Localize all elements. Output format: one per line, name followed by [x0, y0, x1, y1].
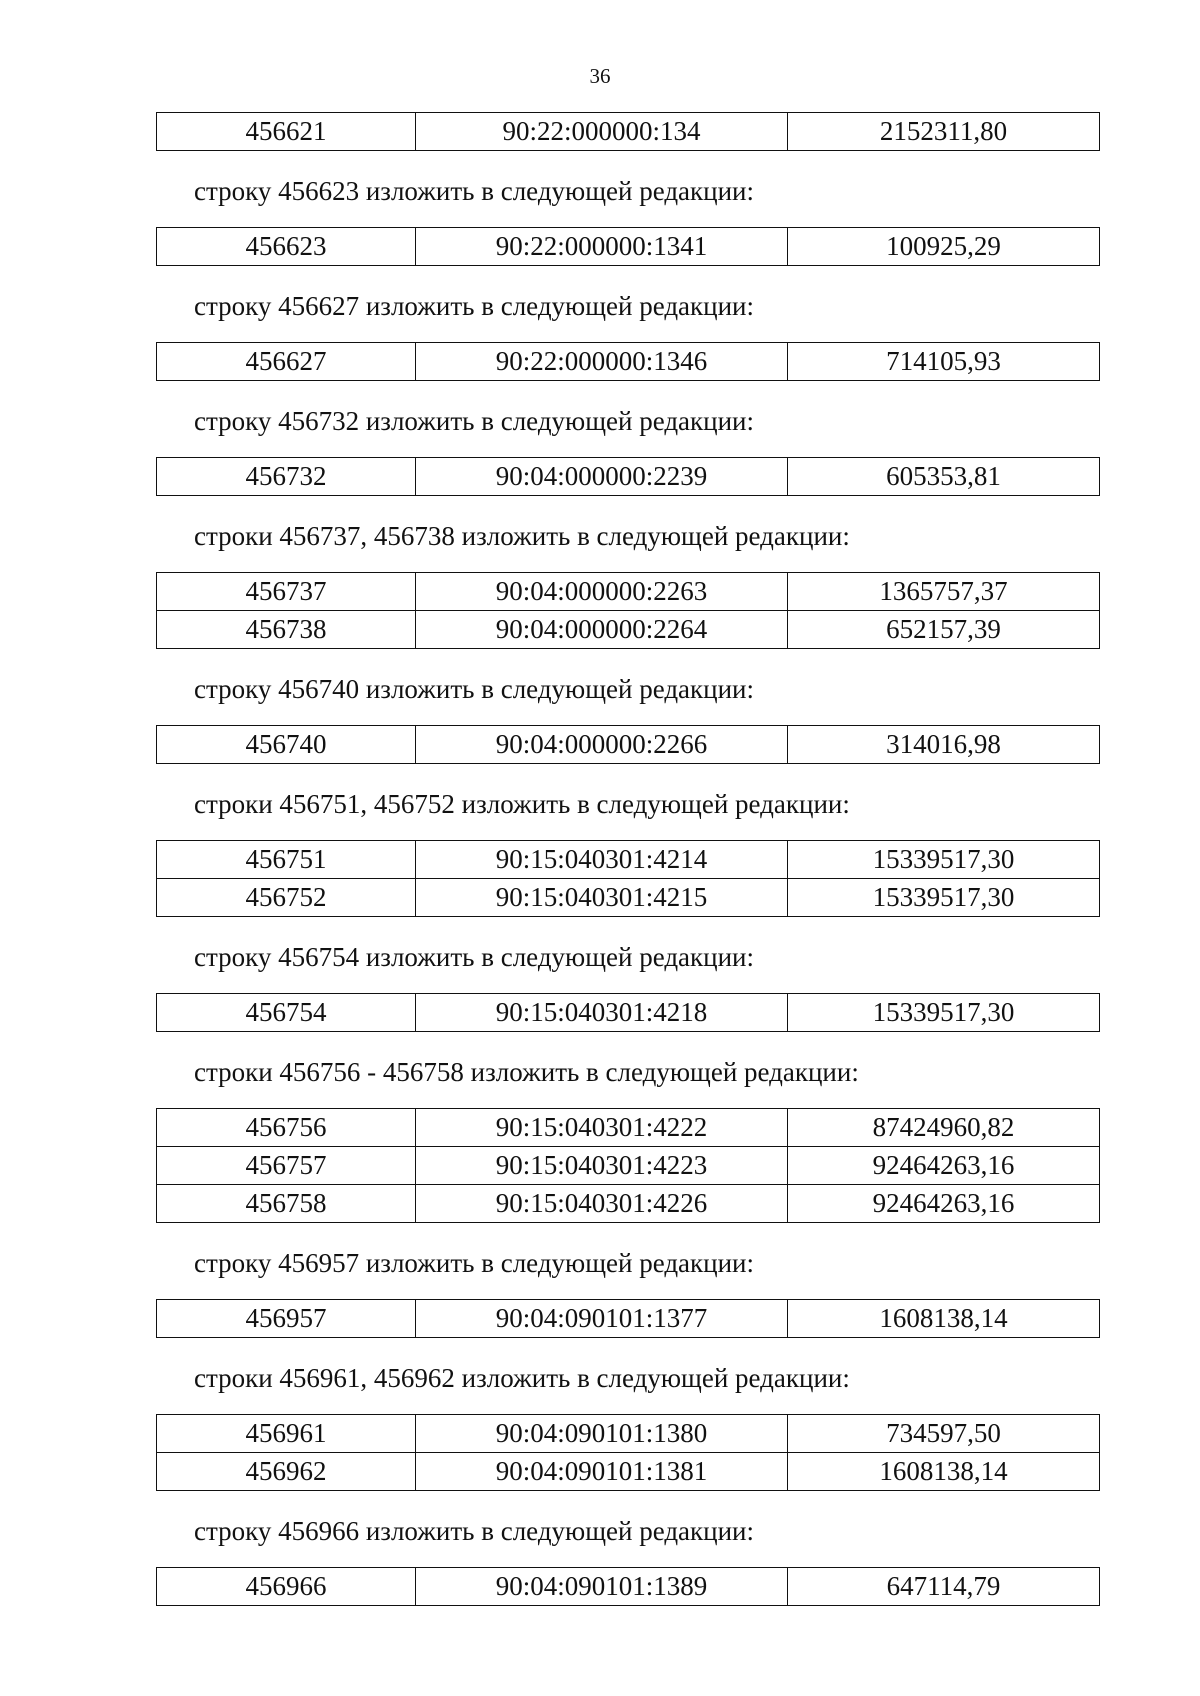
row-number-cell: 456737	[157, 573, 416, 611]
cadastral-number-cell: 90:15:040301:4223	[416, 1147, 788, 1185]
value-cell: 652157,39	[788, 611, 1100, 649]
section	[156, 1054, 1096, 1223]
row-number-cell: 456752	[157, 879, 416, 917]
row-number-cell: 456738	[157, 611, 416, 649]
row-number-cell: 456966	[157, 1568, 416, 1606]
table-row	[157, 994, 1100, 1032]
cadastral-number-cell: 90:15:040301:4215	[416, 879, 788, 917]
table-row	[157, 841, 1100, 879]
row-table	[156, 1108, 1100, 1223]
value-cell: 15339517,30	[788, 994, 1100, 1032]
row-number-cell: 456962	[157, 1453, 416, 1491]
section	[156, 403, 1096, 496]
section-intro: строку 456627 изложить в следующей редакции:	[194, 291, 755, 321]
value-cell: 100925,29	[788, 228, 1100, 266]
cadastral-number-cell: 90:15:040301:4218	[416, 994, 788, 1032]
cadastral-number-cell: 90:22:000000:1341	[416, 228, 788, 266]
cadastral-number-cell: 90:15:040301:4226	[416, 1185, 788, 1223]
table-row	[157, 1568, 1100, 1606]
table-row	[157, 458, 1100, 496]
value-cell: 92464263,16	[788, 1185, 1100, 1223]
cadastral-number-cell: 90:15:040301:4222	[416, 1109, 788, 1147]
row-table	[156, 572, 1100, 649]
value-cell: 92464263,16	[788, 1147, 1100, 1185]
document-body	[156, 112, 1096, 1606]
row-number-cell: 456627	[157, 343, 416, 381]
section-intro: строку 456754 изложить в следующей редакции:	[194, 942, 755, 972]
value-cell: 15339517,30	[788, 841, 1100, 879]
row-number-cell: 456732	[157, 458, 416, 496]
table-row	[157, 1147, 1100, 1185]
value-cell: 605353,81	[788, 458, 1100, 496]
table-row	[157, 1453, 1100, 1491]
row-number-cell: 456621	[157, 113, 416, 151]
cadastral-number-cell: 90:04:000000:2264	[416, 611, 788, 649]
cadastral-number-cell: 90:04:090101:1377	[416, 1300, 788, 1338]
row-table	[156, 1414, 1100, 1491]
row-number-cell: 456751	[157, 841, 416, 879]
table-row	[157, 726, 1100, 764]
value-cell: 1608138,14	[788, 1300, 1100, 1338]
table-row	[157, 343, 1100, 381]
row-number-cell: 456957	[157, 1300, 416, 1338]
value-cell: 1608138,14	[788, 1453, 1100, 1491]
cadastral-number-cell: 90:04:090101:1389	[416, 1568, 788, 1606]
table-row	[157, 228, 1100, 266]
row-table	[156, 227, 1100, 266]
cadastral-number-cell: 90:04:000000:2266	[416, 726, 788, 764]
section-intro: строки 456737, 456738 изложить в следующей редакции:	[194, 521, 850, 551]
row-table	[156, 993, 1100, 1032]
row-table	[156, 725, 1100, 764]
section	[156, 1245, 1096, 1338]
section-intro: строки 456961, 456962 изложить в следующей редакции:	[194, 1363, 850, 1393]
section	[156, 939, 1096, 1032]
row-table	[156, 1299, 1100, 1338]
cadastral-number-cell: 90:22:000000:1346	[416, 343, 788, 381]
row-number-cell: 456758	[157, 1185, 416, 1223]
section-intro: строку 456966 изложить в следующей редакции:	[194, 1516, 755, 1546]
value-cell: 647114,79	[788, 1568, 1100, 1606]
section	[156, 786, 1096, 917]
section	[156, 1360, 1096, 1491]
section-intro: строки 456751, 456752 изложить в следующей редакции:	[194, 789, 850, 819]
section-intro: строку 456957 изложить в следующей редакции:	[194, 1248, 755, 1278]
row-table	[156, 112, 1100, 151]
table-row	[157, 611, 1100, 649]
cadastral-number-cell: 90:04:000000:2239	[416, 458, 788, 496]
table-row	[157, 1415, 1100, 1453]
table-row	[157, 113, 1100, 151]
section	[156, 288, 1096, 381]
value-cell: 2152311,80	[788, 113, 1100, 151]
table-row	[157, 879, 1100, 917]
row-number-cell: 456754	[157, 994, 416, 1032]
row-number-cell: 456756	[157, 1109, 416, 1147]
row-table	[156, 840, 1100, 917]
value-cell: 314016,98	[788, 726, 1100, 764]
cadastral-number-cell: 90:15:040301:4214	[416, 841, 788, 879]
section	[156, 518, 1096, 649]
section	[156, 1513, 1096, 1606]
cadastral-number-cell: 90:04:090101:1381	[416, 1453, 788, 1491]
section-intro: строку 456740 изложить в следующей редакции:	[194, 674, 755, 704]
value-cell: 87424960,82	[788, 1109, 1100, 1147]
cadastral-number-cell: 90:22:000000:134	[416, 113, 788, 151]
row-table	[156, 457, 1100, 496]
page-number: 36	[589, 64, 611, 88]
row-number-cell: 456740	[157, 726, 416, 764]
row-number-cell: 456961	[157, 1415, 416, 1453]
table-row	[157, 1300, 1100, 1338]
section-intro: строку 456732 изложить в следующей редакции:	[194, 406, 755, 436]
section	[156, 173, 1096, 266]
row-number-cell: 456757	[157, 1147, 416, 1185]
section	[156, 112, 1096, 151]
section-intro: строку 456623 изложить в следующей редакции:	[194, 176, 755, 206]
table-row	[157, 573, 1100, 611]
section-intro: строки 456756 - 456758 изложить в следующей редакции:	[194, 1057, 859, 1087]
table-row	[157, 1109, 1100, 1147]
value-cell: 15339517,30	[788, 879, 1100, 917]
row-number-cell: 456623	[157, 228, 416, 266]
row-table	[156, 1567, 1100, 1606]
cadastral-number-cell: 90:04:090101:1380	[416, 1415, 788, 1453]
row-table	[156, 342, 1100, 381]
value-cell: 714105,93	[788, 343, 1100, 381]
table-row	[157, 1185, 1100, 1223]
section	[156, 671, 1096, 764]
cadastral-number-cell: 90:04:000000:2263	[416, 573, 788, 611]
value-cell: 1365757,37	[788, 573, 1100, 611]
value-cell: 734597,50	[788, 1415, 1100, 1453]
